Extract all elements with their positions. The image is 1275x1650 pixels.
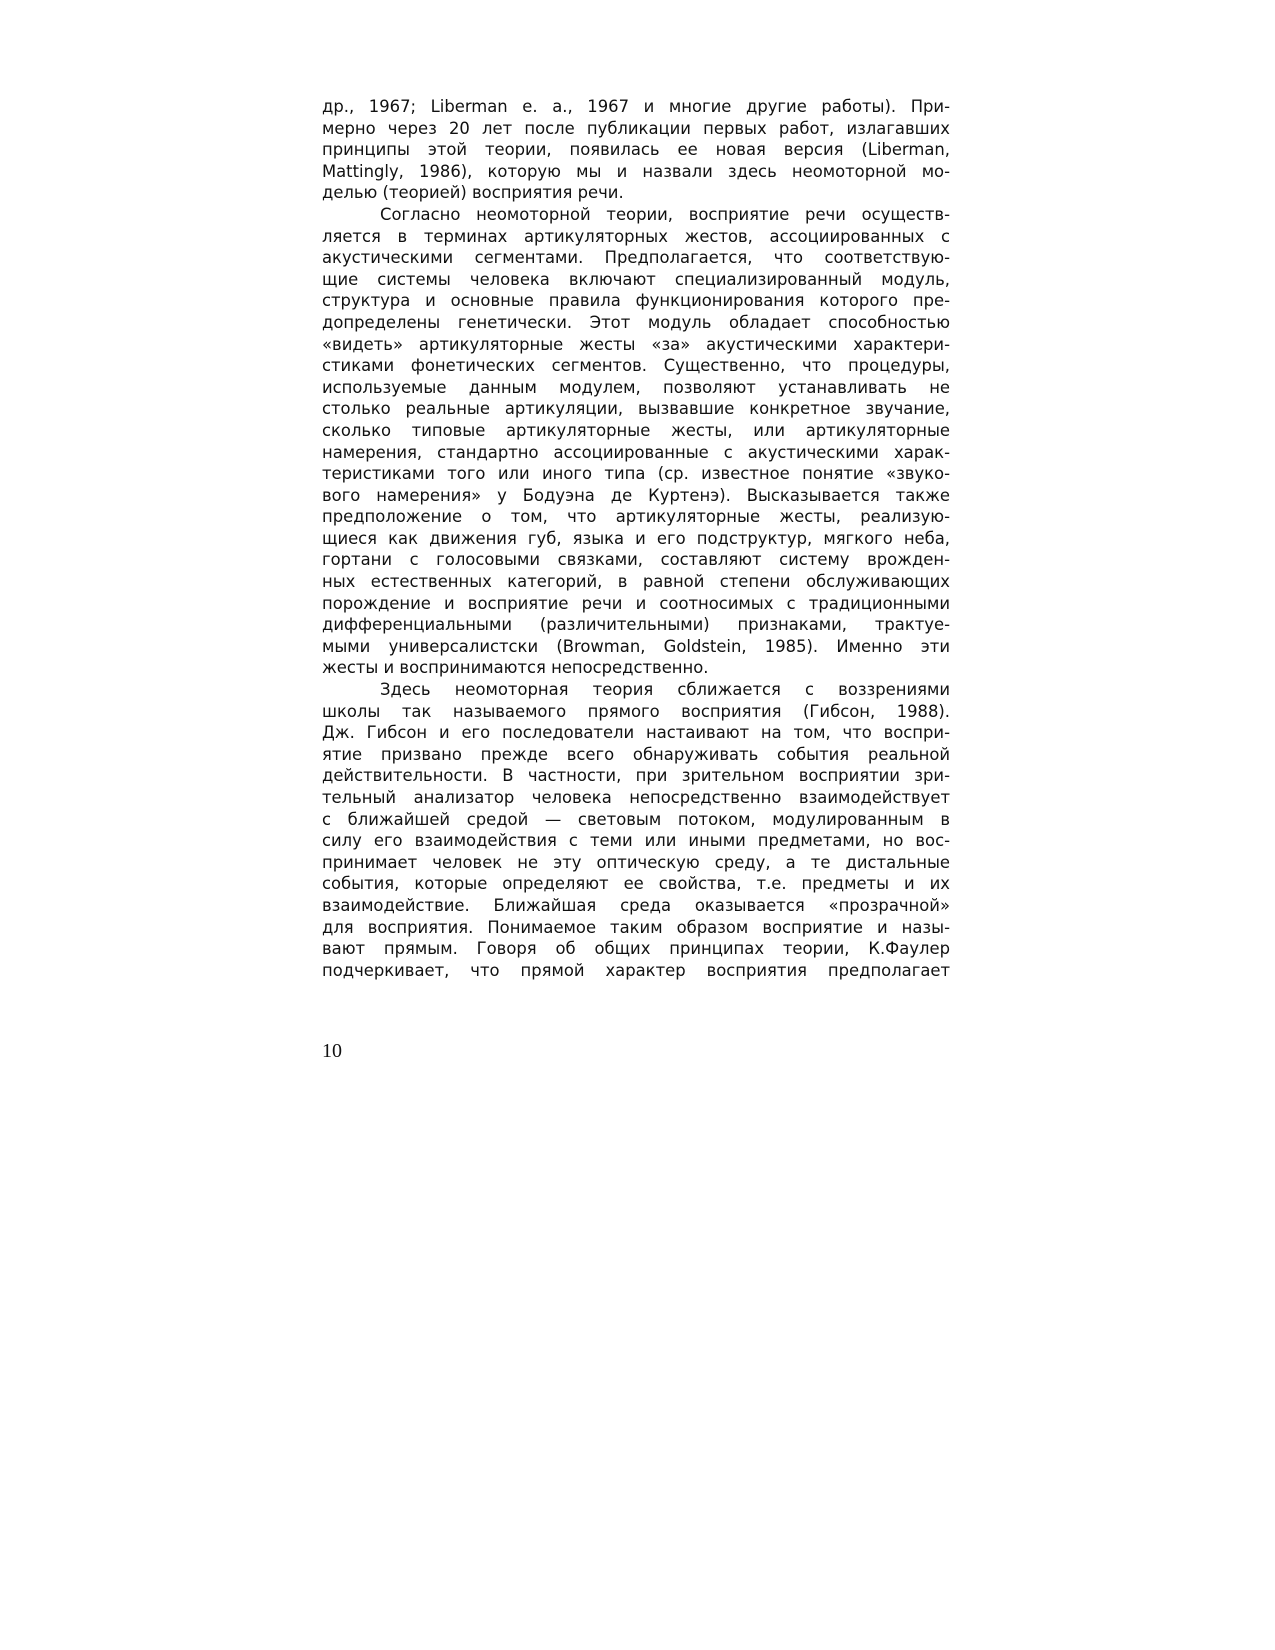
body-text <box>322 96 950 981</box>
text-line: Согласно неомоторной теории, восприятие речи осуществ- <box>380 204 950 224</box>
text-line: взаимодействие. Ближайшая среда оказывается «прозрачной» <box>322 895 950 915</box>
text-line: мерно через 20 лет после публикации первых работ, излагавших <box>322 118 950 138</box>
text-line: Mattingly, 1986), которую мы и назвали здесь неомоторной мо- <box>322 161 950 181</box>
text-line: жесты и воспринимаются непосредственно. <box>322 658 709 678</box>
text-line: вого намерения» у Бодуэна де Куртенэ). Высказывается также <box>322 485 950 505</box>
text-line: предположение о том, что артикуляторные жесты, реализую- <box>322 507 950 527</box>
text-line: ляется в терминах артикуляторных жестов, ассоциированных с <box>322 226 950 246</box>
text-line: ятие призвано прежде всего обнаруживать события реальной <box>322 744 950 764</box>
text-line: принципы этой теории, появилась ее новая версия (Liberman, <box>322 140 950 160</box>
text-line: делью (теорией) восприятия речи. <box>322 183 624 203</box>
text-line: стиками фонетических сегментов. Существенно, что процедуры, <box>322 356 950 376</box>
text-line: Здесь неомоторная теория сближается с воззрениями <box>380 680 950 700</box>
text-line: мыми универсалистски (Browman, Goldstein, 1985). Именно эти <box>322 636 950 656</box>
text-line: щиеся как движения губ, языка и его подструктур, мягкого неба, <box>322 528 950 548</box>
text-line: действительности. В частности, при зрительном восприятии зри- <box>322 766 950 786</box>
text-line: дифференциальными (различительными) признаками, трактуе- <box>322 615 950 635</box>
text-line: теристиками того или иного типа (ср. известное понятие «звуко- <box>322 464 950 484</box>
text-line: структура и основные правила функционирования которого пре- <box>322 291 950 311</box>
text-line: «видеть» артикуляторные жесты «за» акустическими характери- <box>322 334 950 354</box>
text-line: принимает человек не эту оптическую среду, а те дистальные <box>322 852 950 872</box>
text-line: намерения, стандартно ассоциированные с акустическими харак- <box>322 442 950 462</box>
text-line: для восприятия. Понимаемое таким образом восприятие и назы- <box>322 917 950 937</box>
text-line: события, которые определяют ее свойства, т.е. предметы и их <box>322 874 950 894</box>
text-line: гортани с голосовыми связками, составляют систему врожден- <box>322 550 950 570</box>
text-line: порождение и восприятие речи и соотносимых с традиционными <box>322 593 950 613</box>
paragraph-2 <box>322 204 950 679</box>
text-line: подчеркивает, что прямой характер восприятия предполагает <box>322 960 950 980</box>
text-line: школы так называемого прямого восприятия (Гибсон, 1988). <box>322 701 950 721</box>
text-line: допределены генетически. Этот модуль обладает способностью <box>322 312 950 332</box>
text-line: Дж. Гибсон и его последователи настаивают на том, что воспри- <box>322 723 950 743</box>
text-line: др., 1967; Liberman e. a., 1967 и многие другие работы). При- <box>322 97 950 116</box>
paragraph-3 <box>322 679 950 981</box>
page-number: 10 <box>322 1040 342 1062</box>
text-line: тельный анализатор человека непосредственно взаимодействует <box>322 788 950 807</box>
text-line: силу его взаимодействия с теми или иными предметами, но вос- <box>322 831 950 851</box>
text-line: щие системы человека включают специализированный модуль, <box>322 269 950 289</box>
text-line: сколько типовые артикуляторные жесты, или артикуляторные <box>322 420 950 440</box>
text-line: используемые данным модулем, позволяют устанавливать не <box>322 377 950 397</box>
paragraph-1 <box>322 96 950 204</box>
text-line: ных естественных категорий, в равной степени обслуживающих <box>322 572 950 592</box>
text-line: акустическими сегментами. Предполагается, что соответствую- <box>322 248 950 268</box>
text-line: вают прямым. Говоря об общих принципах теории, К.Фаулер <box>322 939 950 959</box>
text-line: столько реальные артикуляции, вызвавшие конкретное звучание, <box>322 399 950 419</box>
text-line: с ближайшей средой — световым потоком, модулированным в <box>322 809 950 829</box>
